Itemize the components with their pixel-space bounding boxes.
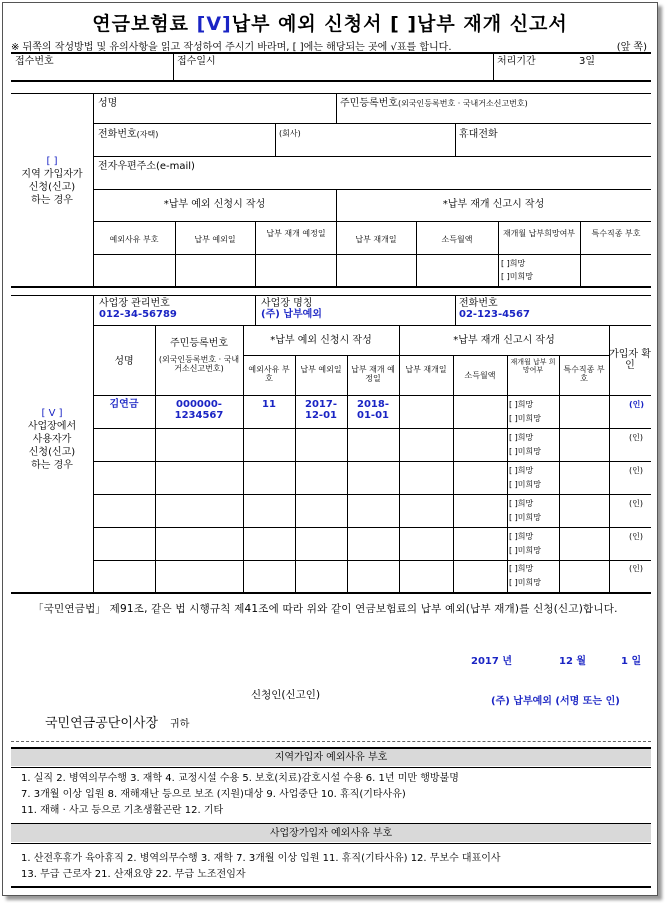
title-suffix: 납부 재개 신고서 (417, 13, 568, 35)
biz-name-label: 사업장 명칭 (261, 298, 313, 309)
receipt-date-label: 접수일시 (177, 56, 216, 67)
row3-wish-no[interactable]: [ ]미희망 (509, 480, 541, 489)
form-title (3, 9, 657, 36)
row2-seal: (인) (629, 433, 643, 442)
row6-wish-yes[interactable]: [ ]희망 (509, 564, 534, 573)
regional-codes-line1: 1. 실직 2. 병역의무수행 3. 재학 4. 교정시설 수용 5. 보호(치료)감호시설 수용 6. 1년 미만 행방불명 (21, 773, 459, 784)
wp-col-reason: 예외사유 부호 (248, 365, 290, 383)
row1-wish-no[interactable]: [ ]미희망 (509, 414, 541, 423)
wp-col-resume-date: 납부 재개일 (405, 365, 447, 374)
wp-col-name: 성명 (114, 356, 134, 367)
row1-reason[interactable]: 11 (262, 399, 276, 410)
biz-phone-label: 전화번호 (459, 298, 498, 309)
resume-checkbox[interactable]: [ ] (390, 13, 418, 35)
wish-yes-option[interactable]: [ ]희망 (501, 259, 526, 268)
col-resume-plan: 납부 재개 예정일 (266, 229, 326, 238)
row1-name[interactable]: 김연금 (109, 399, 139, 410)
wp-col-resident-note: (외국인등록번호 · 국내거소신고번호) (158, 355, 240, 373)
wp-col-resident: 주민등록번호 (170, 338, 228, 349)
regional-section-label: [ ] 지역 가입자가 신청(신고) 하는 경우 (21, 156, 83, 206)
col-exempt-date: 납부 예외일 (194, 235, 236, 244)
processing-period-label: 처리기간 (497, 56, 536, 67)
title-mid: 납부 예외 신청서 (231, 13, 383, 35)
col-special: 특수직종 부호 (591, 229, 641, 238)
regional-resume-header: *납부 재개 신고시 작성 (442, 199, 545, 210)
workplace-codes-title: 사업장가입자 예외사유 부호 (269, 828, 393, 839)
regional-codes-title: 지역가입자 예외사유 부호 (274, 752, 388, 763)
processing-period-value: 3일 (579, 56, 596, 67)
wp-col-resume-plan: 납부 재개 예정일 (351, 365, 395, 383)
row3-seal: (인) (629, 466, 643, 475)
mobile-label: 휴대전화 (459, 129, 498, 140)
date-month[interactable]: 12 월 (559, 656, 587, 667)
wp-col-special: 특수직종 부호 (563, 365, 605, 383)
row4-seal: (인) (629, 499, 643, 508)
row2-wish-yes[interactable]: [ ]희망 (509, 433, 534, 442)
workplace-codes-line2: 13. 무급 근로자 21. 산재요양 22. 무급 노조전임자 (21, 869, 246, 880)
mgmt-no-label: 사업장 관리번호 (99, 298, 170, 309)
biz-phone-value[interactable]: 02-123-4567 (459, 309, 530, 320)
row1-seal: (인) (629, 400, 645, 409)
wp-col-income: 소득월액 (464, 371, 496, 380)
name-label: 성명 (98, 98, 118, 109)
row6-seal: (인) (629, 564, 643, 573)
applicant-label: 신청인(신고인) (251, 689, 321, 701)
col-income: 소득월액 (441, 235, 473, 244)
row6-wish-no[interactable]: [ ]미희망 (509, 578, 541, 587)
row1-resident[interactable]: 000000-1234567 (174, 399, 224, 421)
email-label: 전자우편주소(e-mail) (98, 161, 195, 172)
workplace-section-label: [ V ] 사업장에서 사용자가 신청(신고) 하는 경우 (27, 408, 77, 471)
regional-exempt-header: *납부 예외 신청시 작성 (163, 199, 266, 210)
exempt-checkbox[interactable]: [V] (196, 13, 232, 35)
wp-col-wish: 재개월 납부 희망여부 (510, 358, 556, 374)
title-prefix: 연금보험료 (92, 13, 190, 35)
row2-wish-no[interactable]: [ ]미희망 (509, 447, 541, 456)
row1-resume-plan[interactable]: 2018-01-01 (357, 399, 389, 421)
regional-codes-line2: 7. 3개월 이상 입원 8. 재해재난 등으로 보조 (지원)대상 9. 사업중단 10. 휴직(기타사유) (21, 789, 406, 800)
wp-col-confirm: 가입자 확인 (609, 349, 651, 371)
phone-label: 전화번호(자택) (98, 129, 159, 140)
row5-seal: (인) (629, 532, 643, 541)
col-resume-date: 납부 재개일 (355, 235, 397, 244)
date-year[interactable]: 2017 년 (471, 656, 512, 667)
office-phone-label: (회사) (279, 129, 301, 138)
col-wish: 재개월 납부희망여부 (502, 229, 576, 238)
wp-exempt-header: *납부 예외 신청시 작성 (270, 335, 372, 346)
wish-no-option[interactable]: [ ]미희망 (501, 272, 533, 281)
addressee: 국민연금공단이사장 귀하 (45, 716, 190, 731)
row4-wish-no[interactable]: [ ]미희망 (509, 513, 541, 522)
date-day[interactable]: 1 일 (621, 656, 642, 667)
row4-wish-yes[interactable]: [ ]희망 (509, 499, 534, 508)
wp-resume-header: *납부 재개 신고시 작성 (453, 335, 555, 346)
mgmt-no-value[interactable]: 012-34-56789 (99, 309, 177, 320)
row1-exempt-date[interactable]: 2017-12-01 (305, 399, 337, 421)
applicant-signature[interactable]: (주) 납부예외 (서명 또는 인) (491, 696, 620, 707)
instructions-note: ※ 뒤쪽의 작성방법 및 유의사항을 읽고 작성하여 주시기 바라며, [ ]에는 해당되는 곳에 √표를 합니다. (11, 42, 452, 53)
row5-wish-yes[interactable]: [ ]희망 (509, 532, 534, 541)
wp-col-exempt-date: 납부 예외일 (300, 365, 342, 374)
biz-name-value[interactable]: (주) 납부예외 (261, 309, 322, 320)
page-side: (앞 쪽) (616, 42, 647, 53)
col-reason: 예외사유 부호 (109, 235, 159, 244)
row3-wish-yes[interactable]: [ ]희망 (509, 466, 534, 475)
regional-codes-line3: 11. 재해 · 사고 등으로 기초생활곤란 12. 기타 (21, 805, 224, 816)
statement-text: 「국민연금법」 제91조, 같은 법 시행규칙 제41조에 따라 위와 같이 연금보험료의 납부 예외(납부 재개)를 신청(신고)합니다. (33, 603, 618, 615)
receipt-number-label: 접수번호 (15, 56, 54, 67)
row1-wish-yes[interactable]: [ ]희망 (509, 400, 534, 409)
workplace-codes-line1: 1. 산전후휴가 육아휴직 2. 병역의무수행 3. 재학 7. 3개월 이상 입원 11. 휴직(기타사유) 12. 무보수 대표이사 (21, 853, 501, 864)
row5-wish-no[interactable]: [ ]미희망 (509, 546, 541, 555)
form-sheet (2, 2, 658, 896)
resident-no-label: 주민등록번호(외국인등록번호 · 국내거소신고번호) (340, 98, 528, 109)
